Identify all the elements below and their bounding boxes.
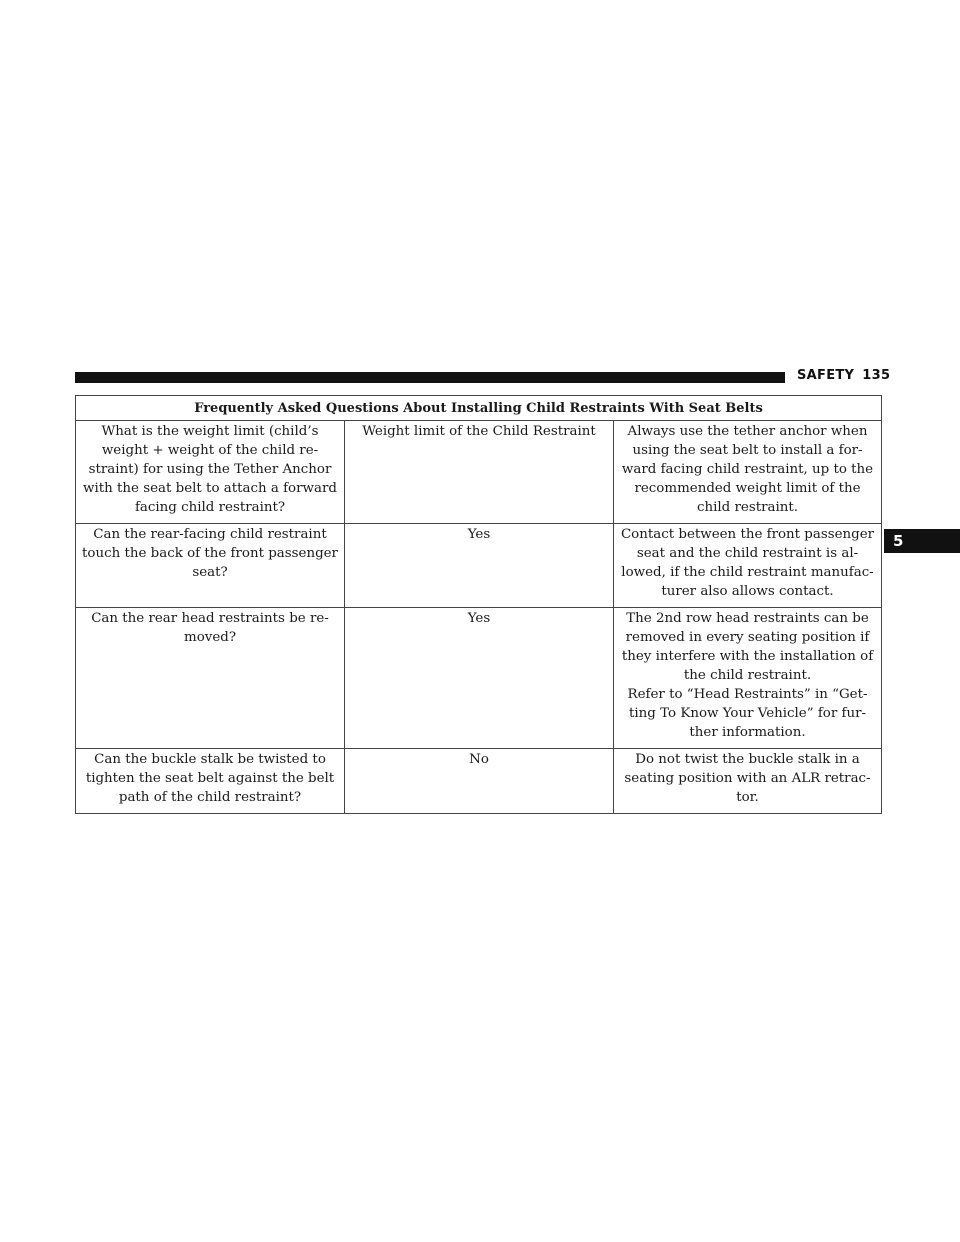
- cell-line: Can the rear head restraints be re-: [91, 611, 329, 626]
- answer-cell: [345, 608, 614, 749]
- running-header: [797, 368, 890, 383]
- cell-line: touch the back of the front passenger: [82, 546, 338, 561]
- cell-line: with the seat belt to attach a forward: [83, 481, 337, 496]
- notes-cell: [614, 608, 882, 749]
- page-number: 135: [862, 368, 891, 383]
- table-header-row: [76, 396, 882, 421]
- notes-cell: [614, 421, 882, 524]
- question-cell: [76, 524, 345, 608]
- cell-line: tighten the seat belt against the belt: [85, 771, 335, 786]
- cell-line: moved?: [184, 630, 236, 645]
- cell-line: using the seat belt to install a for-: [632, 443, 863, 458]
- cell-line: turer also allows contact.: [661, 584, 834, 599]
- cell-line: facing child restraint?: [134, 500, 286, 515]
- question-cell: [76, 421, 345, 524]
- cell-line: lowed, if the child restraint manufac-: [621, 565, 874, 580]
- cell-line: straint) for using the Tether Anchor: [88, 462, 332, 477]
- cell-line: What is the weight limit (child’s: [101, 424, 319, 439]
- notes-cell: [614, 749, 882, 814]
- question-cell: [76, 608, 345, 749]
- answer-cell: [345, 421, 614, 524]
- question-cell: [76, 749, 345, 814]
- cell-line: ting To Know Your Vehicle” for fur-: [629, 706, 867, 721]
- cell-line: ward facing child restraint, up to the: [621, 462, 874, 477]
- cell-line: the child restraint.: [683, 668, 812, 683]
- cell-line: child restraint.: [696, 500, 799, 515]
- cell-line: weight + weight of the child re-: [101, 443, 319, 458]
- notes-cell: [614, 524, 882, 608]
- table-row: [76, 524, 882, 608]
- cell-line: they interfere with the installation of: [621, 649, 874, 664]
- cell-line: seating position with an ALR retrac-: [624, 771, 871, 786]
- cell-line: The 2nd row head restraints can be: [626, 611, 869, 626]
- header-rule: [75, 372, 785, 383]
- cell-line: tor.: [736, 790, 759, 805]
- faq-table: [75, 395, 882, 814]
- cell-line: Refer to “Head Restraints” in “Get-: [627, 687, 868, 702]
- table-row: [76, 421, 882, 524]
- section-title: SAFETY: [797, 368, 855, 383]
- cell-line: seat?: [192, 565, 228, 580]
- table-body: [76, 421, 882, 814]
- cell-line: removed in every seating position if: [625, 630, 870, 645]
- table-row: [76, 608, 882, 749]
- cell-line: Can the buckle stalk be twisted to: [94, 752, 326, 767]
- table-row: [76, 749, 882, 814]
- cell-line: path of the child restraint?: [118, 790, 302, 805]
- answer-cell: [345, 524, 614, 608]
- cell-line: No: [469, 752, 489, 767]
- cell-line: Yes: [467, 611, 491, 626]
- cell-line: recommended weight limit of the: [634, 481, 861, 496]
- cell-line: seat and the child restraint is al-: [636, 546, 859, 561]
- cell-line: Weight limit of the Child Restraint: [362, 424, 596, 439]
- cell-line: Yes: [467, 527, 491, 542]
- cell-line: Can the rear-facing child restraint: [93, 527, 327, 542]
- cell-line: ther information.: [689, 725, 806, 740]
- cell-line: Always use the tether anchor when: [627, 424, 868, 439]
- cell-line: Contact between the front passenger: [620, 527, 875, 542]
- table-caption: Frequently Asked Questions About Installing Child Restraints With Seat Belts: [76, 396, 882, 421]
- chapter-tab: 5: [884, 529, 960, 553]
- cell-line: Do not twist the buckle stalk in a: [635, 752, 860, 767]
- answer-cell: [345, 749, 614, 814]
